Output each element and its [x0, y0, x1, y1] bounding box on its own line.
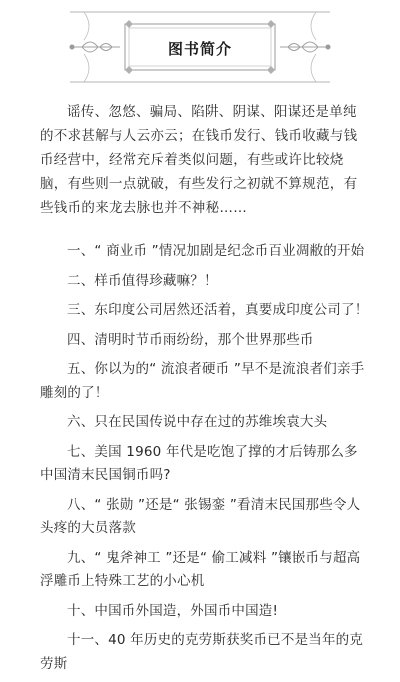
page-title: 图书简介: [167, 40, 232, 58]
table-of-contents: [40, 240, 370, 682]
toc-item: 十一、40 年历史的克劳斯获奖币已不是当年的克劳斯: [40, 632, 364, 672]
toc-item: 五、你以为的“ 流浪者硬币 ”早不是流浪者们亲手雕刻的了！: [40, 361, 365, 401]
toc-item: 一、“ 商业币 ”情况加剧是纪念币百业凋敝的开始: [67, 243, 365, 259]
toc-item: 八、“ 张勋 ”还是“ 张锡銮 ”看清末民国那些令人头疼的大员落款: [40, 496, 361, 536]
toc-item: 四、清明时节币雨纷纷，那个世界那些币: [67, 331, 314, 348]
toc-item: 二、样币值得珍藏嘛？！: [67, 272, 218, 289]
toc-item: 三、东印度公司居然还活着，真要成印度公司了！: [67, 302, 369, 318]
toc-item: 六、只在民国传说中存在过的苏维埃袁大头: [67, 414, 328, 430]
toc-item: 九、“ 鬼斧神工 ”还是“ 偷工减料 ”镶嵌币与超高浮雕币上特殊工艺的小心机: [40, 549, 361, 589]
toc-item: 十、中国币外国造，外国币中国造!: [67, 602, 279, 619]
title-header: [0, 0, 400, 90]
toc-item: 七、美国 1960 年代是吃饱了撑的才后铸那么多中国清末民国铜币吗?: [40, 443, 358, 483]
intro-paragraph: 谣传、忽悠、骗局、陷阱、阴谋、阳谋还是单纯的不求甚解与人云亦云；在钱币发行、钱币收藏与钱币经营中，经常充斥着类似问题，有些或许比较烧脑，有些则一点就破，有些发行之初就不算规范，有些钱币的来龙去脉也并不神秘……: [40, 104, 358, 216]
